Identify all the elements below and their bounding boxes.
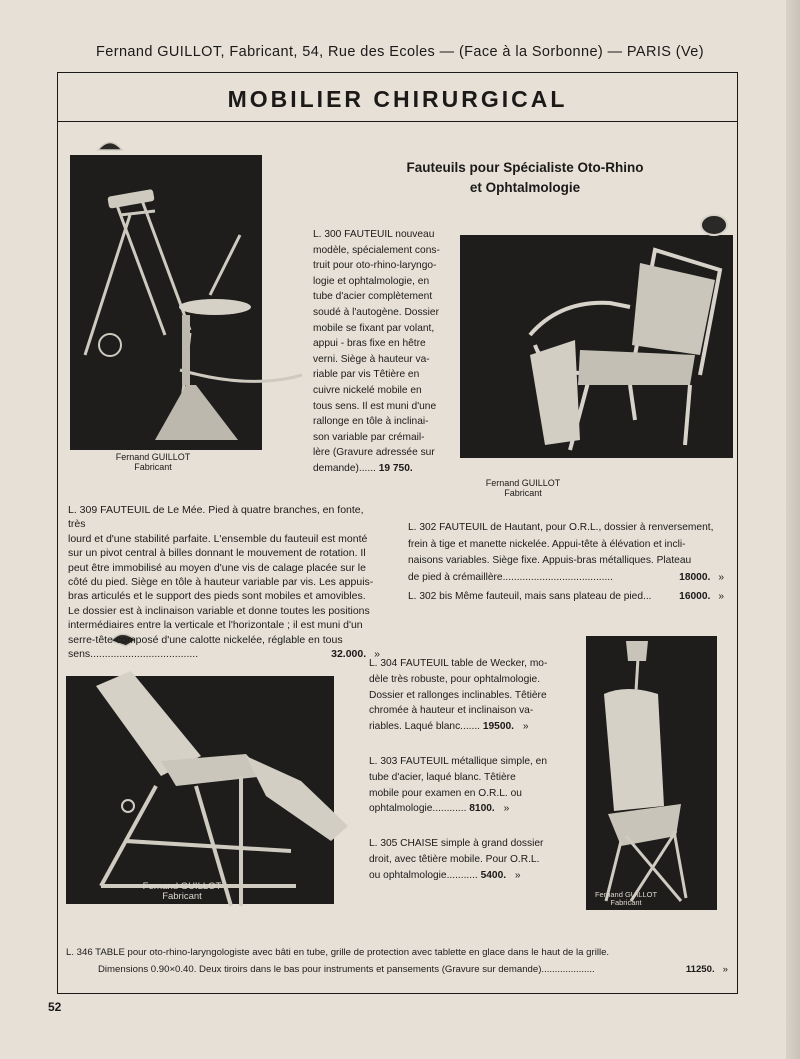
credit-name: Fernand GUILLOT xyxy=(115,452,191,462)
item-line: tube d'acier, laqué blanc. Têtière xyxy=(369,771,516,783)
item-dots: sens..................................... xyxy=(68,648,199,661)
price-mark: » xyxy=(514,869,521,881)
item-price: 8100. xyxy=(469,803,495,815)
price-mark: » xyxy=(718,591,724,602)
page-number: 52 xyxy=(48,1000,62,1014)
item-line: intermédiaires entre la verticale et l'horizontale ; il est muni d'un xyxy=(68,619,363,632)
item-line: L. 302 FAUTEUIL de Hautant, pour O.R.L., dossier à renversement, xyxy=(408,522,714,533)
section-title-line1: Fauteuils pour Spécialiste Oto-Rhino xyxy=(406,160,644,175)
item-l302 xyxy=(408,520,724,586)
photo-fauteuil-l309 xyxy=(70,155,262,472)
item-line: serre-tête composé d'une calotte nickelée, réglable en tous xyxy=(68,633,343,646)
item-line: L. 305 CHAISE simple à grand dossier xyxy=(369,838,544,849)
credit-role: Fabricant xyxy=(504,488,542,498)
item-line: verni. Siège à hauteur va- xyxy=(313,353,430,365)
price-mark: » xyxy=(718,571,724,583)
item-l300 xyxy=(313,227,453,477)
item-line: Le dossier est à inclinaison variable et donne toutes les positions xyxy=(68,604,370,617)
chair-illustration-l305 xyxy=(586,636,717,910)
item-line: rallonge en tôle à inclinai- xyxy=(313,416,429,428)
price-mark: » xyxy=(722,964,728,975)
item-dots: ophtalmologie............ xyxy=(369,803,467,815)
item-price: 5400. xyxy=(480,869,507,881)
item-line: Dossier et rallonges inclinables. Têtière xyxy=(369,689,547,701)
item-line: sur un pivot central à billes donnant le mouvement de rotation. Il xyxy=(68,547,366,560)
item-line: chromée à hauteur et inclinaison va- xyxy=(369,705,534,717)
item-line: cuivre nickelé mobile en xyxy=(313,384,422,396)
item-line: soudé à l'autogène. Dossier xyxy=(313,306,439,318)
item-line: lère (Gravure adressée sur xyxy=(313,447,435,459)
item-line: dèle très robuste, pour ophtalmologie. xyxy=(369,673,541,685)
page-header: Fernand GUILLOT, Fabricant, 54, Rue des Ecoles — (Face à la Sorbonne) — PARIS (Ve) xyxy=(96,44,704,60)
section-title-line2: et Ophtalmologie xyxy=(469,180,581,195)
item-l309 xyxy=(68,503,380,661)
item-line: L. 346 TABLE pour oto-rhino-laryngologiste avec bâti en tube, grille de protection avec tablette en glace dans le haut de la grille. xyxy=(66,947,610,958)
item-dots: ou ophtalmologie........... xyxy=(369,869,478,881)
page-edge xyxy=(786,0,800,1059)
item-line: L. 304 FAUTEUIL table de Wecker, mo- xyxy=(369,658,548,669)
credit-name: Fernand GUILLOT xyxy=(142,881,222,892)
photo-credit-l309 xyxy=(98,452,208,472)
item-price: 19 750. xyxy=(378,462,413,474)
item-price-line xyxy=(369,719,559,735)
photo-credit-l305 xyxy=(586,891,666,907)
credit-role: Fabricant xyxy=(162,891,202,902)
item-line: logie et ophtalmologie, en xyxy=(313,275,430,287)
item-price-line xyxy=(369,801,559,817)
item-line: appui - bras fixe en hêtre xyxy=(313,338,426,350)
item-price-line xyxy=(408,570,724,587)
item-line: modèle, spécialement cons- xyxy=(313,244,440,256)
page-title: MOBILIER CHIRURGICAL xyxy=(227,86,568,112)
item-l303 xyxy=(369,754,559,817)
item-l302bis xyxy=(408,589,724,605)
photo-fauteuil-l300 xyxy=(460,235,733,498)
item-line: frein à tige et manette nickelée. Appui-tête à élévation et incli- xyxy=(408,538,686,550)
item-dots: riables. Laqué blanc....... xyxy=(369,721,480,733)
price-mark: » xyxy=(522,721,529,733)
item-line: peut être immobilisé au moyen d'une vis de calage placée sur le xyxy=(68,561,366,574)
photo-credit-l304 xyxy=(122,882,242,902)
photo-credit-l300 xyxy=(468,478,578,498)
item-price: 32.000. xyxy=(331,648,367,661)
item-line: riable par vis Têtière en xyxy=(313,369,420,381)
item-line: mobile pour examen en O.R.L. ou xyxy=(369,787,522,799)
title-rule xyxy=(57,121,738,122)
section-title xyxy=(372,158,678,198)
chair-illustration-l300 xyxy=(460,235,733,458)
price-mark: » xyxy=(374,648,380,661)
credit-role: Fabricant xyxy=(610,898,642,907)
item-line: tube d'acier complètement xyxy=(313,291,433,303)
item-line: droit, avec têtière mobile. Pour O.R.L. xyxy=(369,853,540,865)
photo-chaise-l305 xyxy=(586,636,717,910)
item-dots: L. 302 bis Même fauteuil, mais sans plateau de pied... xyxy=(408,591,652,602)
item-line: naisons variables. Siège fixe. Appuis-bras métalliques. Plateau xyxy=(408,555,692,566)
chair-illustration-l309 xyxy=(70,155,310,475)
item-dots: Dimensions 0.90×0.40. Deux tiroirs dans le bas pour instruments et pansements (Gravure sur demande).................... xyxy=(98,964,595,975)
item-l304 xyxy=(369,656,559,735)
item-line: L. 309 FAUTEUIL de Le Mée. Pied à quatre branches, en fonte, très xyxy=(68,504,364,531)
item-l305 xyxy=(369,836,559,883)
credit-name: Fernand GUILLOT xyxy=(594,890,658,899)
item-line: son variable par crémail- xyxy=(313,431,425,443)
item-line: lourd et d'une stabilité parfaite. L'ensemble du fauteuil est monté xyxy=(68,532,368,545)
item-line: bras articulés et le support des pieds sont mobiles et amovibles. xyxy=(68,590,366,603)
item-price: 16000. xyxy=(679,591,711,602)
item-line: tous sens. Il est muni d'une xyxy=(313,400,437,412)
price-mark: » xyxy=(503,803,510,815)
item-price: 18000. xyxy=(679,571,711,583)
item-price: 11250. xyxy=(685,964,715,975)
credit-role: Fabricant xyxy=(134,462,172,472)
item-price-line xyxy=(68,647,380,661)
item-line: L. 303 FAUTEUIL métallique simple, en xyxy=(369,756,547,767)
item-price-line xyxy=(66,961,728,978)
item-price-line xyxy=(313,461,453,477)
item-line: côté du pied. Siège en tôle à hauteur variable par vis. Les appuis- xyxy=(68,576,374,589)
item-line: L. 300 FAUTEUIL nouveau xyxy=(313,229,435,240)
item-price: 19500. xyxy=(482,721,515,733)
item-l346 xyxy=(66,944,728,978)
credit-name: Fernand GUILLOT xyxy=(485,478,561,488)
item-dots: de pied à crémaillère....................................... xyxy=(408,571,613,583)
item-dots: demande)...... xyxy=(313,462,376,474)
item-price-line xyxy=(369,868,559,884)
photo-fauteuil-l304 xyxy=(66,676,334,904)
item-line: mobile se fixant par volant, xyxy=(313,322,435,334)
item-line: truit pour oto-rhino-laryngo- xyxy=(313,260,437,272)
